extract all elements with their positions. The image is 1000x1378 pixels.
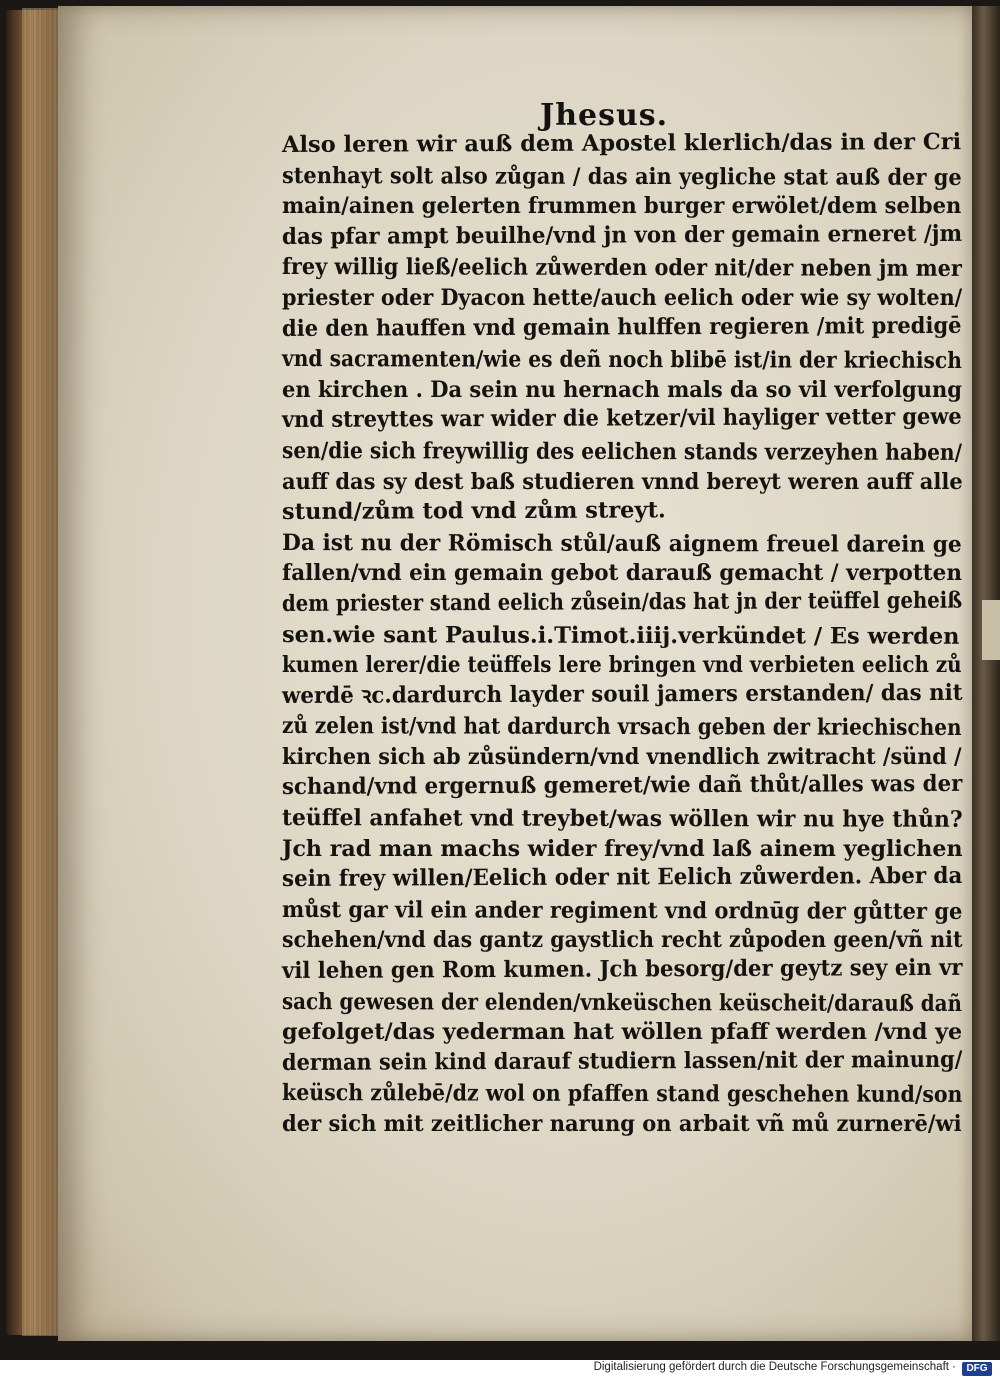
text-line: sen/die sich freywillig des eelichen stands verzeyhen haben/ — [281, 437, 962, 466]
text-line: en kirchen . Da sein nu hernach mals da so vil verfolgung — [282, 376, 962, 403]
text-line: werdē ꝛc.dardurch layder souil jamers erstanden/ das nit — [281, 679, 963, 709]
text-line: vnd streyttes war wider die ketzer/vil hayliger vetter gewe — [281, 404, 962, 434]
page-right-edge — [972, 6, 1000, 1341]
text-line: kirchen sich ab zůsündern/vnd vnendlich zwitracht /sünd / — [282, 743, 962, 770]
text-line: zů zelen ist/vnd hat dardurch vrsach geben der kriechischen — [281, 713, 962, 742]
footer-credit: Digitalisierung gefördert durch die Deutsche Forschungsgemeinschaft · — [593, 1361, 956, 1373]
text-line: schand/vnd ergernuß gemeret/wie dañ thůt/alles was der — [281, 771, 963, 801]
page-tab-marker — [982, 600, 1000, 660]
text-line: teüffel anfahet vnd treybet/was wöllen wir nu hye thůn? — [281, 805, 963, 833]
text-line: keüsch zůlebē/dz wol on pfaffen stand geschehen kund/son — [281, 1080, 963, 1109]
running-head: Jhesus. — [540, 98, 669, 133]
text-line: dem priester stand eelich zůsein/das hat jn der teüffel geheiß — [281, 587, 963, 617]
text-line: der sich mit zeitlicher narung on arbait vñ mů zurnerē/wi — [282, 1111, 962, 1137]
text-line: můst gar vil ein ander regiment vnd ordnūg der gůtter ge — [281, 896, 963, 925]
text-line: kumen lerer/die teüffels lere bringen vnd verbieten eelich zů — [282, 652, 962, 679]
text-line: derman sein kind darauf studiern lassen/nit der mainung/ — [281, 1046, 963, 1076]
text-line: sach gewesen der elenden/vnkeüschen keüscheit/darauß dañ — [281, 988, 962, 1017]
text-line: das pfar ampt beuilhe/vnd jn von der gemain erneret /jm — [281, 220, 963, 250]
text-line: vil lehen gen Rom kumen. Jch besorg/der geytz sey ein vr — [281, 954, 963, 985]
text-line: Da ist nu der Römisch stůl/auß aignem freuel darein ge — [281, 529, 962, 558]
text-line: stund/zům tod vnd zům streyt. — [281, 497, 666, 526]
text-line: fallen/vnd ein gemain gebot darauß gemacht / verpotten — [282, 560, 962, 587]
text-line: Also leren wir auß dem Apostel klerlich/das in der Cri — [281, 129, 962, 158]
text-line: stenhayt solt also zůgan / das ain yegliche stat auß der ge — [281, 162, 962, 191]
text-line: gefolget/das yederman hat wöllen pfaff werden /vnd ye — [282, 1019, 963, 1046]
text-line: main/ainen gelerten frummen burger erwölet/dem selben — [282, 193, 962, 220]
text-line: Jch rad man machs wider frey/vnd laß ainem yeglichen — [282, 835, 963, 862]
page-text-block — [282, 130, 962, 1140]
dfg-logo: DFG — [962, 1362, 992, 1376]
text-line: sein frey willen/Eelich oder nit Eelich zůwerden. Aber da — [281, 863, 963, 893]
text-line: frey willig ließ/eelich zůwerden oder nit/der neben jm mer — [281, 254, 962, 283]
page-leaves — [22, 8, 60, 1336]
text-line: priester oder Dyacon hette/auch eelich oder wie sy wolten/ — [282, 284, 963, 311]
text-line: vnd sacramenten/wie es deñ noch blibē ist/in der kriechisch — [281, 346, 962, 375]
text-line: sen.wie sant Paulus.i.Timot.iiij.verkündet / Es werden — [281, 621, 960, 650]
text-line: die den hauffen vnd gemain hulffen regieren /mit predigē — [281, 312, 962, 342]
text-line: schehen/vnd das gantz gaystlich recht zůpoden geen/vñ nit — [282, 927, 963, 954]
text-line: auff das sy dest baß studieren vnnd bereyt weren auff alle — [282, 468, 963, 495]
